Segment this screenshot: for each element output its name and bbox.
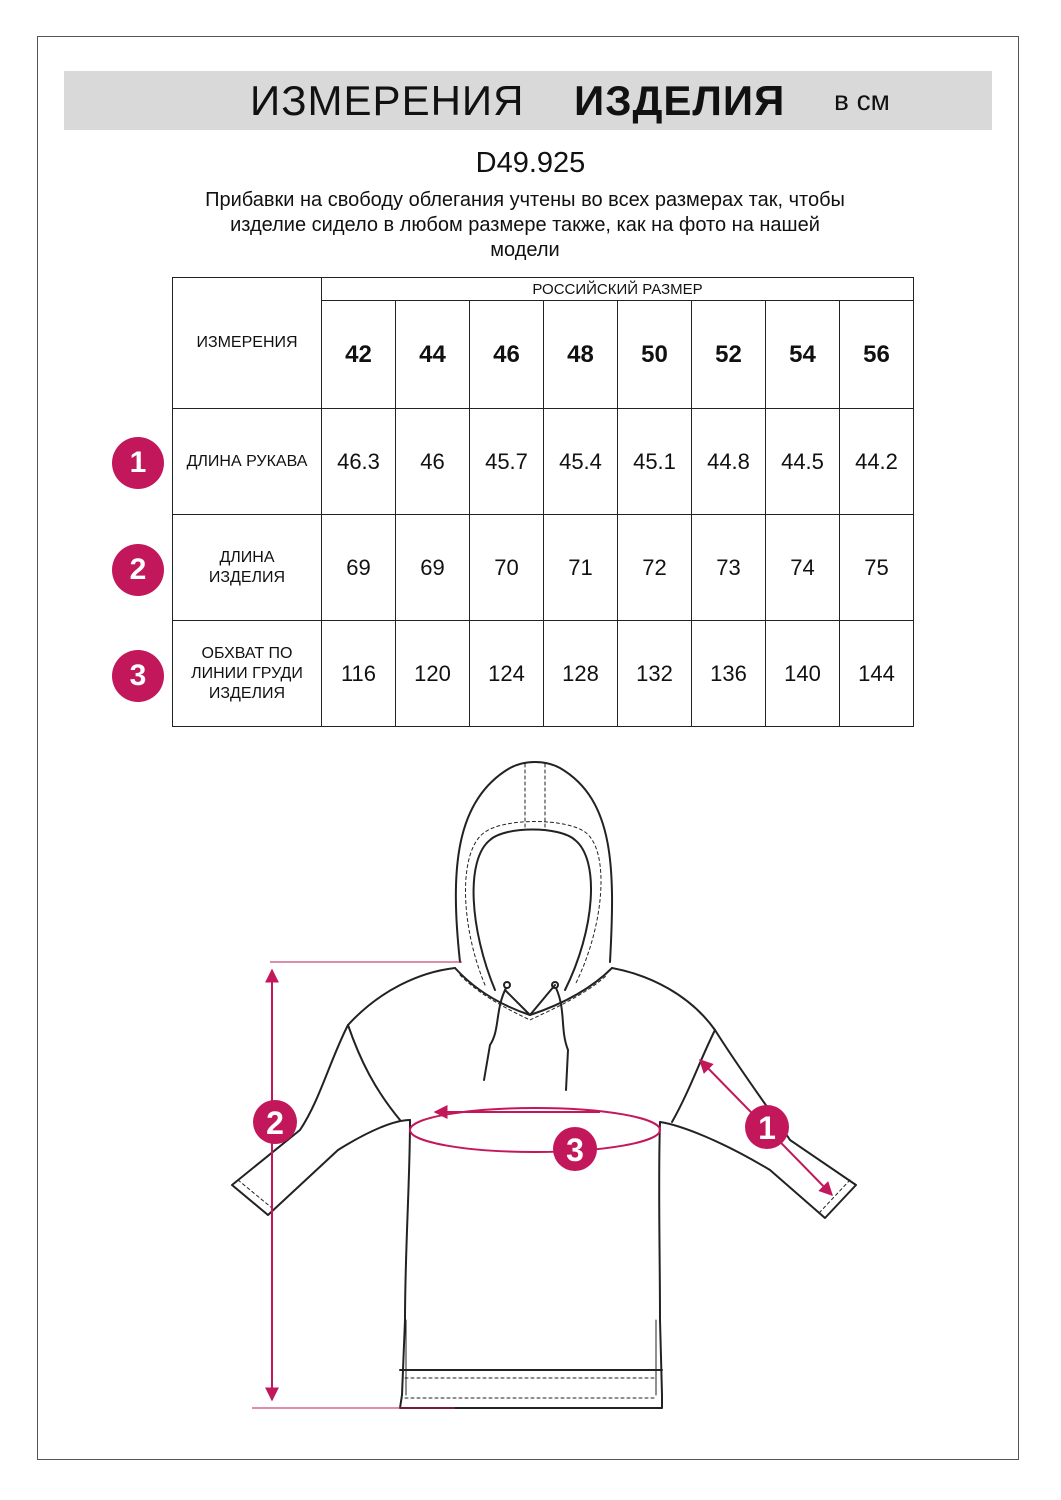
value-cell: 72 xyxy=(618,515,692,621)
value-cell: 45.4 xyxy=(544,409,618,515)
value-cell: 45.1 xyxy=(618,409,692,515)
value-cell: 132 xyxy=(618,621,692,727)
value-cell: 116 xyxy=(322,621,396,727)
row-label-line: ОБХВАТ ПО xyxy=(201,644,293,662)
row-badge-3: 3 xyxy=(112,650,164,702)
body-outline xyxy=(400,1120,662,1408)
size-system-header: РОССИЙСКИЙ РАЗМЕР xyxy=(322,278,914,301)
size-cell: 42 xyxy=(322,301,396,409)
marker-sleeve-label: 1 xyxy=(758,1110,776,1146)
value-cell: 45.7 xyxy=(470,409,544,515)
title-unit: в см xyxy=(834,85,890,116)
value-cell: 70 xyxy=(470,515,544,621)
hood-seam xyxy=(525,764,545,828)
row-badge-1: 1 xyxy=(112,437,164,489)
value-cell: 69 xyxy=(396,515,470,621)
marker-sleeve xyxy=(745,1105,789,1149)
size-cell: 46 xyxy=(470,301,544,409)
marker-chest xyxy=(553,1127,597,1171)
row-label-line: ИЗДЕЛИЯ xyxy=(208,568,286,586)
value-cell: 75 xyxy=(840,515,914,621)
row-label-line: ИЗДЕЛИЯ xyxy=(208,684,286,702)
row-label-line: ЛИНИИ ГРУДИ xyxy=(191,664,303,682)
size-cell: 52 xyxy=(692,301,766,409)
row-badge-2: 2 xyxy=(112,544,164,596)
left-sleeve-outline xyxy=(232,968,455,1215)
value-cell: 128 xyxy=(544,621,618,727)
size-cell: 54 xyxy=(766,301,840,409)
title-measurements: ИЗМЕРЕНИЯ xyxy=(250,77,525,124)
fit-note-line: изделие сидело в любом размере также, как на фото на нашей xyxy=(230,214,820,236)
value-cell: 124 xyxy=(470,621,544,727)
value-cell: 44.5 xyxy=(766,409,840,515)
right-sleeve-outline xyxy=(612,968,856,1218)
article-code: D49.925 xyxy=(475,147,586,179)
left-armhole-seam xyxy=(348,1025,400,1120)
value-cell: 120 xyxy=(396,621,470,727)
size-cell: 48 xyxy=(544,301,618,409)
eyelet-left xyxy=(504,982,510,988)
marker-chest-label: 3 xyxy=(566,1132,584,1168)
neckline-outline xyxy=(455,968,612,1015)
value-cell: 73 xyxy=(692,515,766,621)
marker-length-label: 2 xyxy=(266,1105,284,1141)
hem-stitch xyxy=(405,1378,657,1398)
marker-length xyxy=(253,1100,297,1144)
side-slits xyxy=(406,1320,656,1395)
value-cell: 144 xyxy=(840,621,914,727)
value-cell: 44.2 xyxy=(840,409,914,515)
row-label-line: ДЛИНА РУКАВА xyxy=(186,452,308,470)
measurements-header: ИЗМЕРЕНИЯ xyxy=(173,278,322,409)
value-cell: 74 xyxy=(766,515,840,621)
value-cell: 46.3 xyxy=(322,409,396,515)
value-cell: 140 xyxy=(766,621,840,727)
size-cell: 44 xyxy=(396,301,470,409)
row-label-line: ДЛИНА xyxy=(219,548,275,566)
neck-v-outline xyxy=(505,985,555,1015)
size-cell: 50 xyxy=(618,301,692,409)
value-cell: 136 xyxy=(692,621,766,727)
chest-ellipse xyxy=(410,1108,660,1152)
fit-note-line: модели xyxy=(490,239,560,261)
title-product: ИЗДЕЛИЯ xyxy=(574,77,786,124)
value-cell: 44.8 xyxy=(692,409,766,515)
hood-opening-outline xyxy=(474,830,591,991)
value-cell: 46 xyxy=(396,409,470,515)
fit-note-line: Прибавки на свободу облегания учтены во всех размерах так, чтобы xyxy=(205,189,845,211)
value-cell: 71 xyxy=(544,515,618,621)
right-armhole-seam xyxy=(672,1030,715,1122)
value-cell: 69 xyxy=(322,515,396,621)
size-cell: 56 xyxy=(840,301,914,409)
